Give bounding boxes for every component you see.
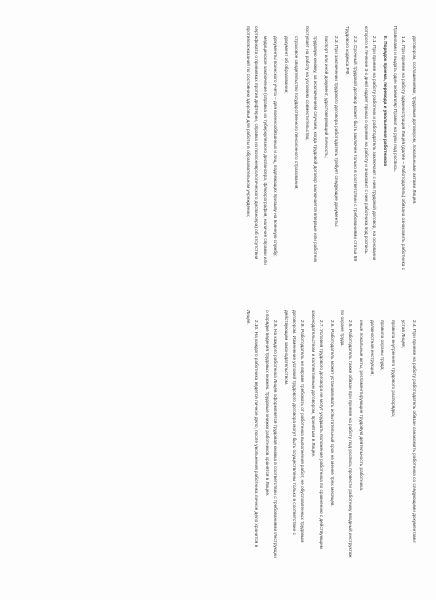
paragraph: должностная инструкция; — [369, 320, 375, 376]
paragraph: договором, соглашениями, трудовым договором, локальными актами Лицея. — [412, 36, 417, 205]
paragraph: 2.1. При приеме на работу работник и работодатель заключают с ним трудовой договор, на основании которого в течение 3-х дней издает приказ о приеме на работу и знакомит с ним работника под роспись. — [363, 26, 378, 261]
paragraph: 2.3. При заключении трудового договора работодатель требует следующие документы: — [334, 36, 340, 227]
paragraph: иные локальные акты, регламентирующие трудовую деятельность работника. — [359, 320, 365, 492]
paragraph: II. Порядок приема, перевода и увольнения работников — [382, 36, 388, 167]
paragraph: 2.5. Работодатель также обязан при приеме на работу под роспись провести работнику вводный инструктаж по охране труда. — [340, 310, 354, 558]
paragraph: правила охраны труда; — [380, 320, 386, 371]
paragraph: паспорт или иной документ, удостоверяющий личность; — [323, 36, 329, 158]
paragraph: 2.6. Работодатель может устанавливать испытательный срок не менее трех месяцев. — [329, 320, 335, 507]
paragraph: правила внутреннего трудового распорядка; — [390, 320, 396, 417]
paragraph: 2.8. Работодатель не вправе требовать от работника выполнения работ, не обусловленных трудовым договором. Изменение условий трудового договора могут быть осуществлены только в соответствии с действующим законодательством. — [283, 310, 306, 543]
paragraph: 2.4. При приеме на работу работодатель обязан ознакомить работника со следующими документами: — [412, 320, 417, 544]
left-text-column — [0, 16, 436, 278]
paragraph: 2.9. На каждого работника Лицея оформляется трудовая книжка в соответствии с требованиями Инструкции о порядке ведения трудовых книжек. Трудовые книжки работников хранятся в Лицее. — [265, 310, 279, 558]
paragraph: медицинское заключение (справка из туберкулезного диспансера, флюорография, наличие справки или сертификата о прививках против дифтерии, справка из психоневрологического диспансера) об отсутствии противопоказаний по состоянию здоровья для работы в образовательном учреждении; — [246, 26, 268, 265]
paragraph: трудовую книжку, за исключением случаев, когда трудовой договор заключается впервые или работник поступает на работу на условиях совместительства; — [305, 26, 319, 263]
paragraph: устав Лицея; — [401, 320, 407, 348]
paragraph: 2.7. Условия трудового договора не могут ухудшать положение работника по сравнению с действующим законодательством и коллективным договором, принятым в Лицее. — [310, 310, 325, 549]
paragraph: 2.2. Срочный трудовой договор может быть заключен только в соответствии с требованиями статьи 59 Трудового кодекса РФ. — [345, 26, 359, 261]
paragraph: страховое свидетельство государственного пенсионного страхования; — [294, 36, 300, 190]
paragraph: документ об образовании; — [283, 36, 289, 94]
paragraph: 1.4. При приеме на работу администрация Лицея (далее – Работодатель) обязана ознакомить работника с Правилами и выдать один экземпляр Правил на руки под роспись. — [393, 26, 407, 271]
paragraph: документы воинского учета – для военнообязанных и лиц, подлежащих призыву на военную службу; — [273, 36, 279, 257]
right-text-column — [0, 300, 436, 568]
paragraph: 2.10. На каждого работника ведется личное дело, после увольнения работника личное дело хранится в Лицее. — [246, 310, 260, 548]
